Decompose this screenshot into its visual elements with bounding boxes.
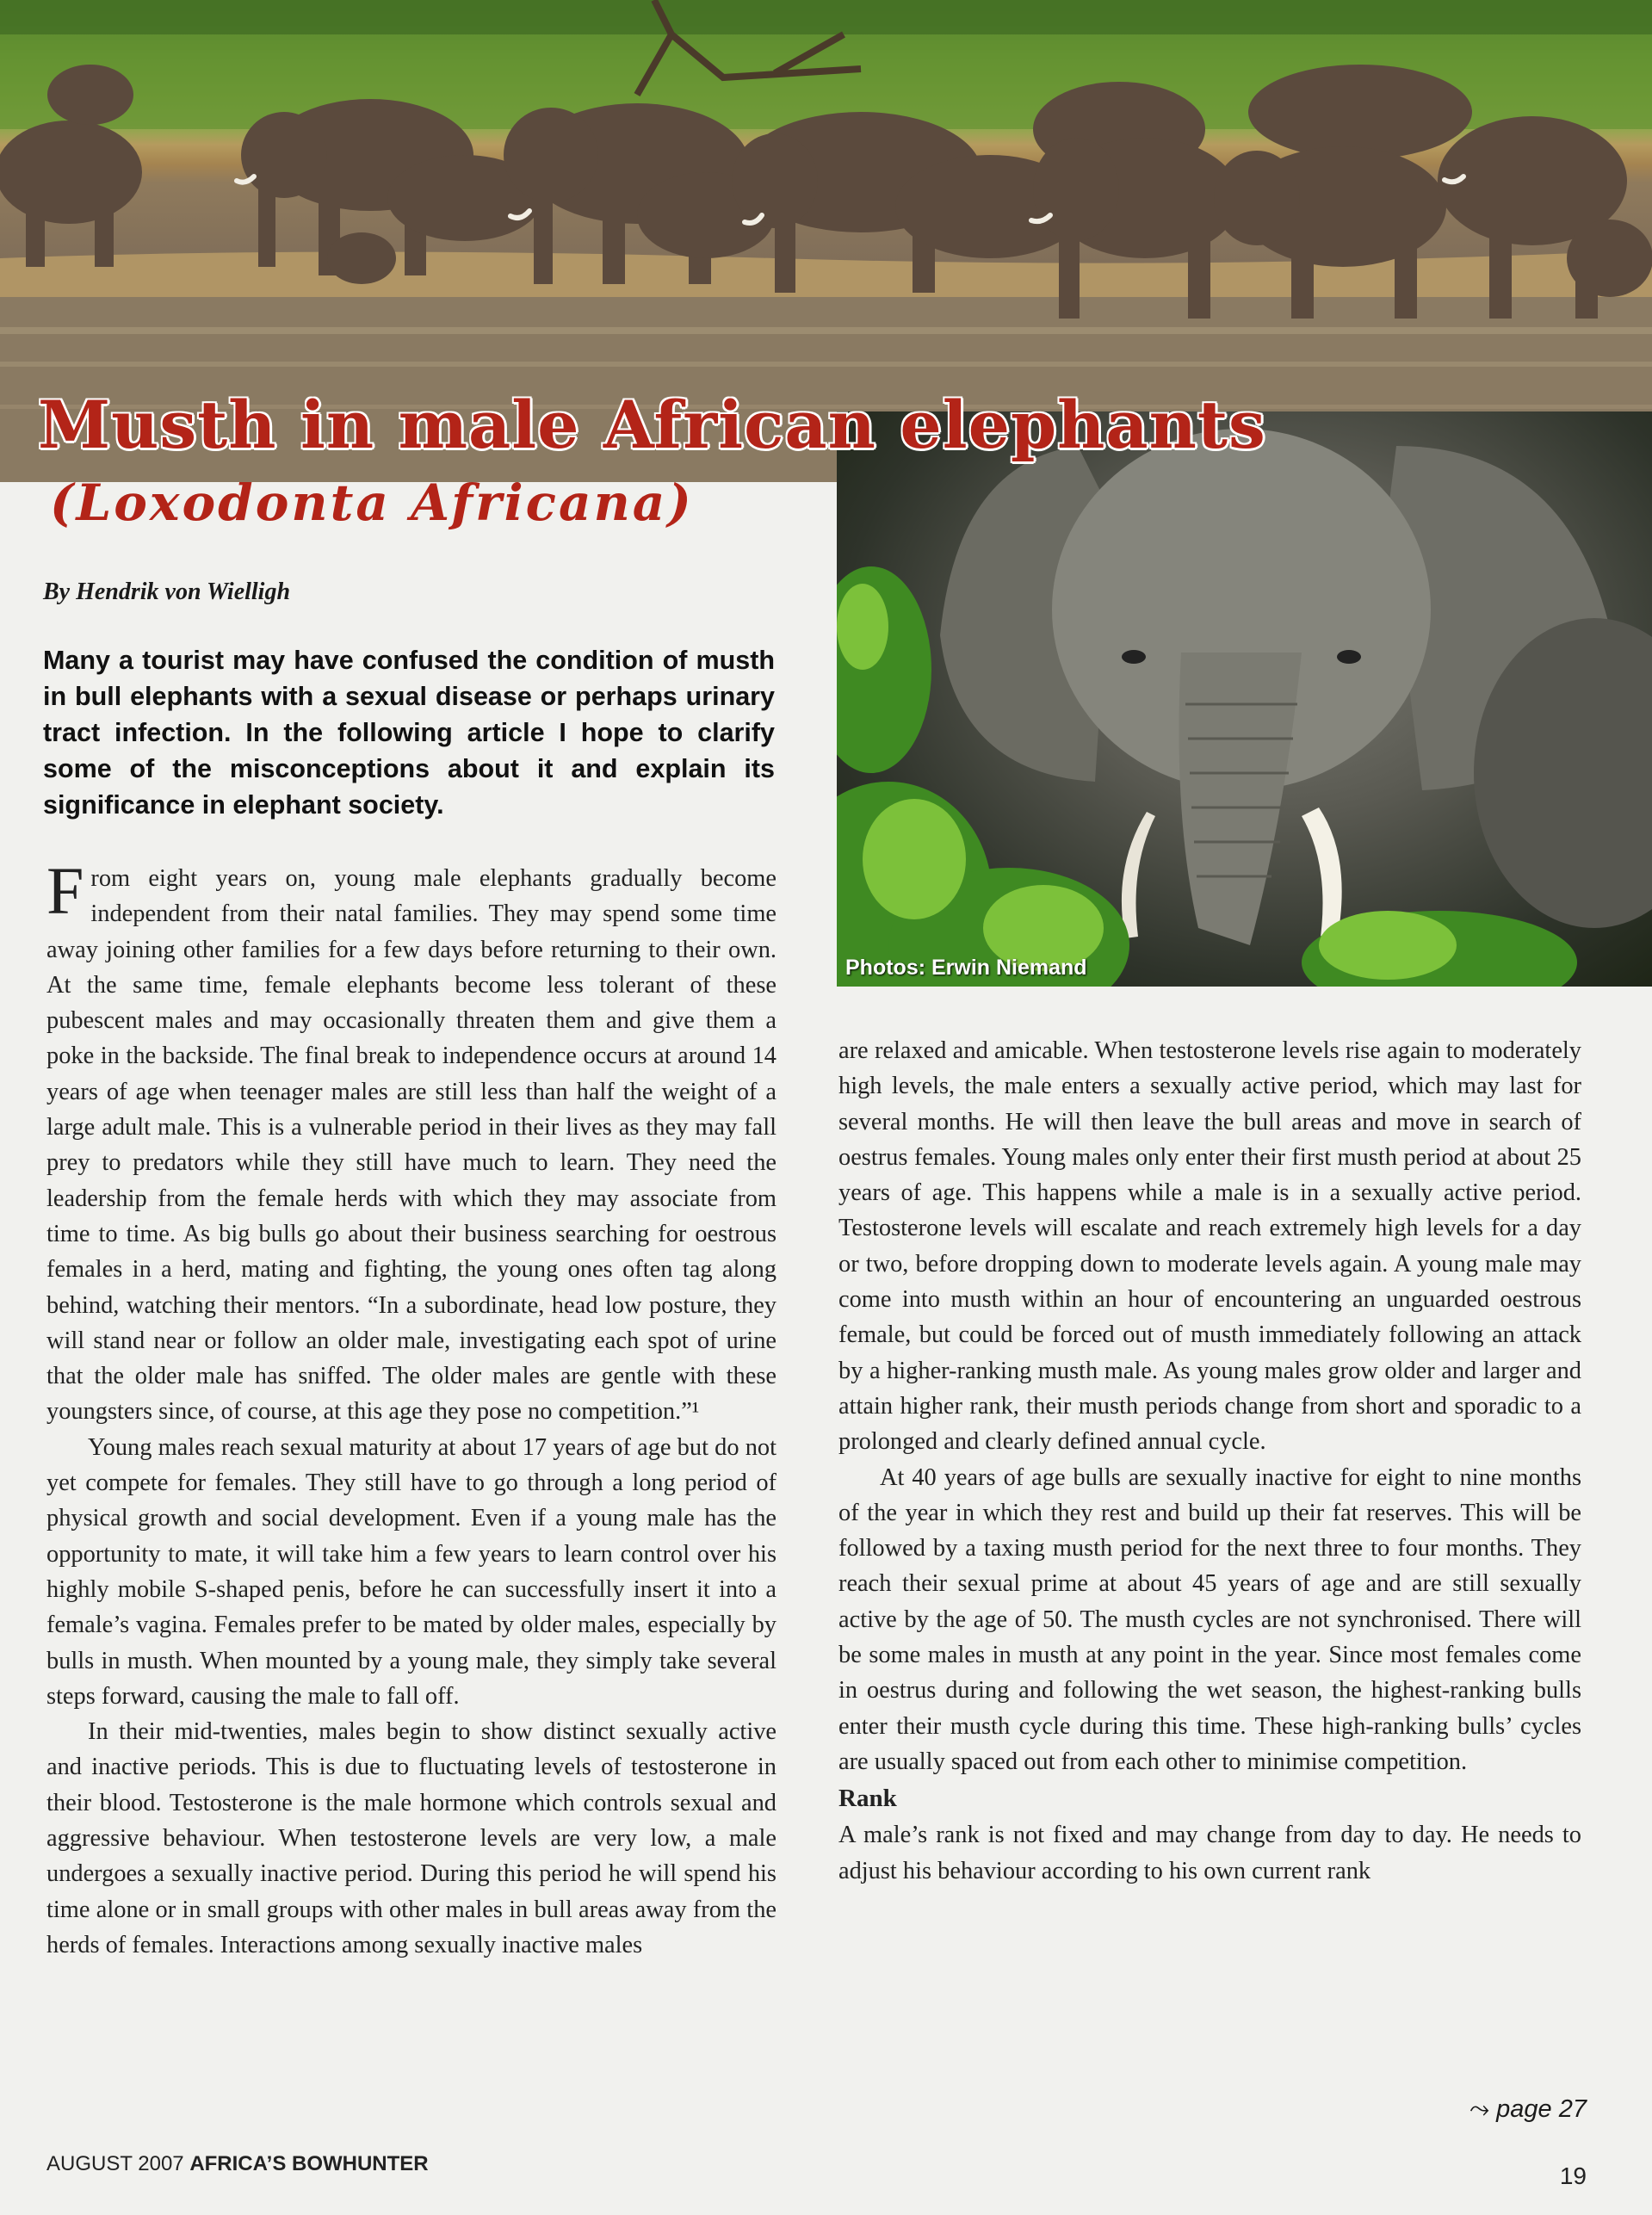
article-title: Musth in male African elephants [38,387,1266,463]
elephant-closeup-photo [837,411,1652,987]
article-subtitle: (Loxodonta Africana) [50,473,694,532]
continued-on-page [1469,2095,1587,2124]
page-number: 19 [1559,2162,1587,2189]
footer-issue [46,2152,429,2176]
body-paragraph: Young males reach sexual maturity at about 17 years of age but do not yet compete for females. They still have to go through a long period of physical growth and social development. Even if a young male has the opportunity to mate, it will take him a few years to learn control over his highly mobile S-shaped penis, before he can successfully insert it into a female’s vagina. Females prefer to be mated by older males, especially by bulls in musth. When mounted by a young male, they simply take several steps forward, causing the male to fall off. [46,1433,777,1710]
body-paragraph: are relaxed and amicable. When testosterone levels rise again to moderately high levels, the male enters a sexually active period, which may last for several months. He will then leave the bull areas and move in search of oestrus females. Young males only enter their first musth period at about 25 years of age. This happens while a male is in a sexually active period. Testosterone levels will escalate and reach extremely high levels for a day or two, before dropping down to moderate levels again. A young male may come into musth within an hour of encountering an unguarded oestrous female, but could be forced out of musth immediately following an attack by a higher-ranking musth male. As young males grow older and larger and attain higher rank, their musth periods change from short and sporadic to a prolonged and clearly defined annual cycle. [838,1037,1581,1456]
body-paragraph-text: rom eight years on, young male elephants gradually become independent from their natal families. They may spend some time away joining other families for a few days before returning to their own. At the same time, female elephants become less tolerant of these pubescent males and may occasionally threaten them and give them a poke in the backside. The final break to independence occurs at around 14 years of age when teenager males are still less than half the weight of a large adult male. This is a vulnerable period in their lives as they may fall prey to predators while they still have much to learn. They need the leadership from the female herds with which they may associate from time to time. As big bulls go about their business searching for oestrous females in a herd, mating and fighting, the young ones often tag along behind, watching their mentors. “In a subordinate, head low posture, they will stand near or follow an older male, investigating each spot of urine that the older male has sniffed. The older males are gentle with these youngsters since, of course, at this age they pose no competition.”¹ [46,865,777,1426]
footer-magazine: AFRICA’S BOWHUNTER [189,2152,429,2175]
body-column-left [46,853,777,1963]
section-heading-rank: Rank [838,1785,897,1813]
drop-cap: F [46,853,84,928]
footer-date: AUGUST 2007 [46,2152,184,2175]
continued-page-label: page 27 [1496,2095,1587,2123]
elephant-closeup-illustration [837,411,1652,987]
byline: By Hendrik von Wielligh [43,578,291,605]
body-column-right [838,1033,1581,1889]
body-paragraph [46,853,777,1430]
body-paragraph: A male’s rank is not fixed and may change from day to day. He needs to adjust his behaviour according to his own current rank [838,1822,1581,1884]
photo-credit: Photos: Erwin Niemand [845,956,1087,980]
running-figure-arrow-icon: ⤳ [1469,2095,1490,2123]
intro-paragraph: Many a tourist may have confused the condition of musth in bull elephants with a sexual disease or perhaps urinary tract infection. In the following article I hope to clarify some of the misconceptions about it and explain its significance in elephant society. [43,646,775,820]
body-paragraph: At 40 years of age bulls are sexually inactive for eight to nine months of the year in which they rest and build up their fat reserves. This will be followed by a taxing musth period for the next three to four months. They reach their sexual prime at about 45 years of age and are still sexually active by the age of 50. The musth cycles are not synchronised. There will be some males in musth at any point in the year. Since most females come in oestrus during and following the wet season, the highest-ranking bulls enter their musth cycle during this time. These high-ranking bulls’ cycles are usually spaced out from each other to minimise competition. [838,1463,1581,1775]
body-paragraph: In their mid-twenties, males begin to show distinct sexually active and inactive periods. This is due to fluctuating levels of testosterone in their blood. Testosterone is the male hormone which controls sexual and aggressive behaviour. When testosterone levels are very low, a male undergoes a sexually inactive period. During this period he will spend his time alone or in small groups with other males in bull areas away from the herds of females. Interactions among sexually inactive males [46,1718,777,1958]
